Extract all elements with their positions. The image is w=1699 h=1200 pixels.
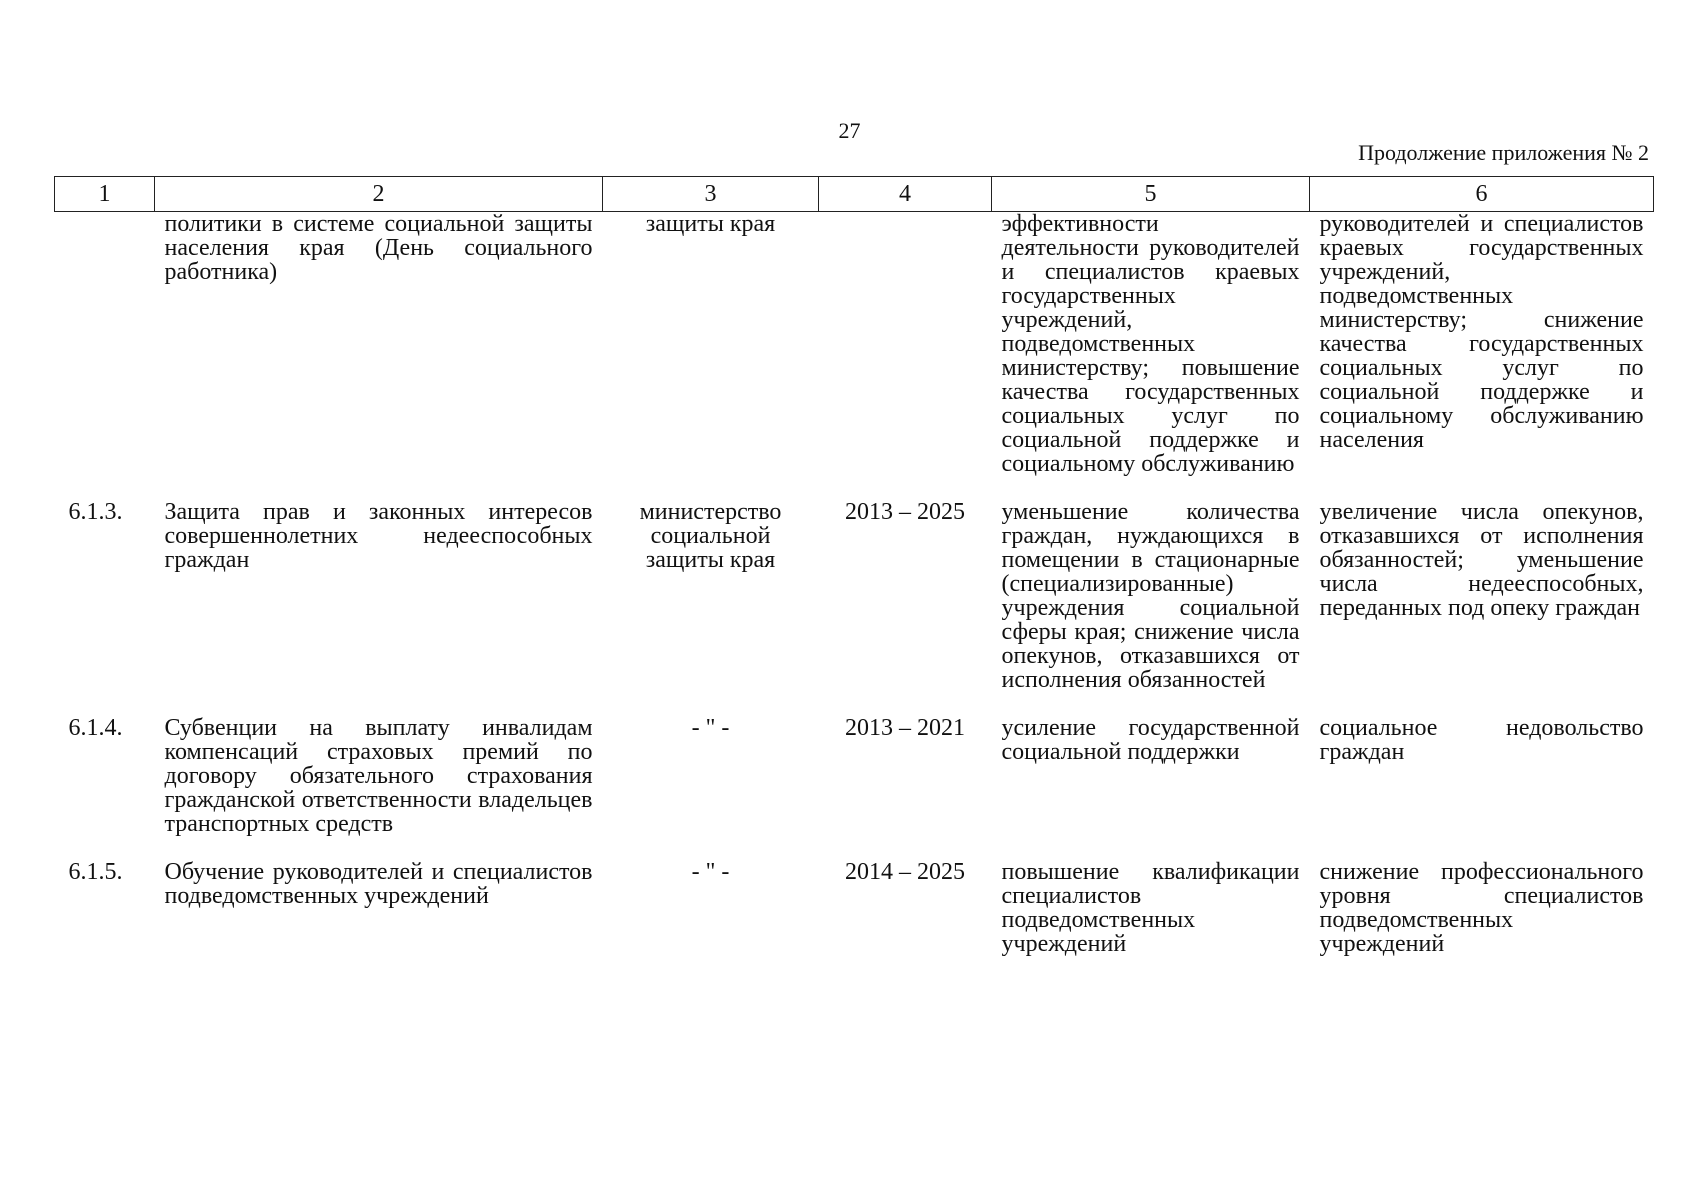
executor: защиты края xyxy=(645,211,776,237)
column-header-3: 3 xyxy=(603,177,819,212)
expected-result: усиление государственной социальной поддержки xyxy=(1001,715,1300,765)
appendix-table xyxy=(54,176,1654,964)
non-implementation-consequences: снижение профессионального уровня специалистов подведомственных учреждений xyxy=(1319,859,1644,957)
table-row xyxy=(55,484,1654,700)
appendix-table-container xyxy=(54,176,1653,964)
column-header-6: 6 xyxy=(1310,177,1654,212)
non-implementation-consequences: социальное недовольство граждан xyxy=(1319,715,1644,765)
table-row xyxy=(55,700,1654,844)
implementation-period xyxy=(819,212,992,485)
expected-result: уменьшение количества граждан, нуждающихся в помещении в стационарные (специализированные) учреждения социальной сферы края; снижение числа опекунов, отказавшихся от исполнения обязанностей xyxy=(1001,499,1300,693)
row-number: 6.1.5. xyxy=(68,859,123,885)
column-header-5: 5 xyxy=(992,177,1310,212)
page-number: 27 xyxy=(838,118,861,143)
executor: - " - xyxy=(691,859,730,885)
table-row xyxy=(55,844,1654,964)
implementation-period: 2013 – 2025 xyxy=(845,499,965,525)
measure-name: политики в системе социальной защиты населения края (День социального работника) xyxy=(164,211,593,285)
column-header-4: 4 xyxy=(819,177,992,212)
executor: министерство социальной защиты края xyxy=(639,499,782,573)
measure-name: Обучение руководителей и специалистов подведомственных учреждений xyxy=(164,859,593,909)
row-number xyxy=(55,212,155,485)
row-number: 6.1.4. xyxy=(68,715,123,741)
measure-name: Субвенции на выплату инвалидам компенсаций страховых премий по договору обязательного страхования гражданской ответственности владельцев транспортных средств xyxy=(164,715,593,837)
appendix-continuation-label: Продолжение приложения № 2 xyxy=(1358,140,1649,165)
expected-result: эффективности деятельности руководителей и специалистов краевых государственных учреждений, подведомственных министерству; повышение качества государственных социальных услуг по социальной поддержке и социальному обслуживанию xyxy=(1001,211,1300,477)
row-number: 6.1.3. xyxy=(68,499,123,525)
implementation-period: 2014 – 2025 xyxy=(845,859,965,885)
column-header-1: 1 xyxy=(55,177,155,212)
table-header-row xyxy=(55,177,1654,212)
expected-result: повышение квалификации специалистов подведомственных учреждений xyxy=(1001,859,1300,957)
non-implementation-consequences: увеличение числа опекунов, отказавшихся от исполнения обязанностей; уменьшение числа недееспособных, переданных под опеку граждан xyxy=(1319,499,1644,621)
implementation-period: 2013 – 2021 xyxy=(845,715,965,741)
column-header-2: 2 xyxy=(155,177,603,212)
measure-name: Защита прав и законных интересов совершеннолетних недееспособных граждан xyxy=(164,499,593,573)
table-row xyxy=(55,212,1654,485)
non-implementation-consequences: руководителей и специалистов краевых государственных учреждений, подведомственных министерству; снижение качества государственных социальных услуг по социальной поддержке и социальному обслуживанию населения xyxy=(1319,211,1644,453)
executor: - " - xyxy=(691,715,730,741)
